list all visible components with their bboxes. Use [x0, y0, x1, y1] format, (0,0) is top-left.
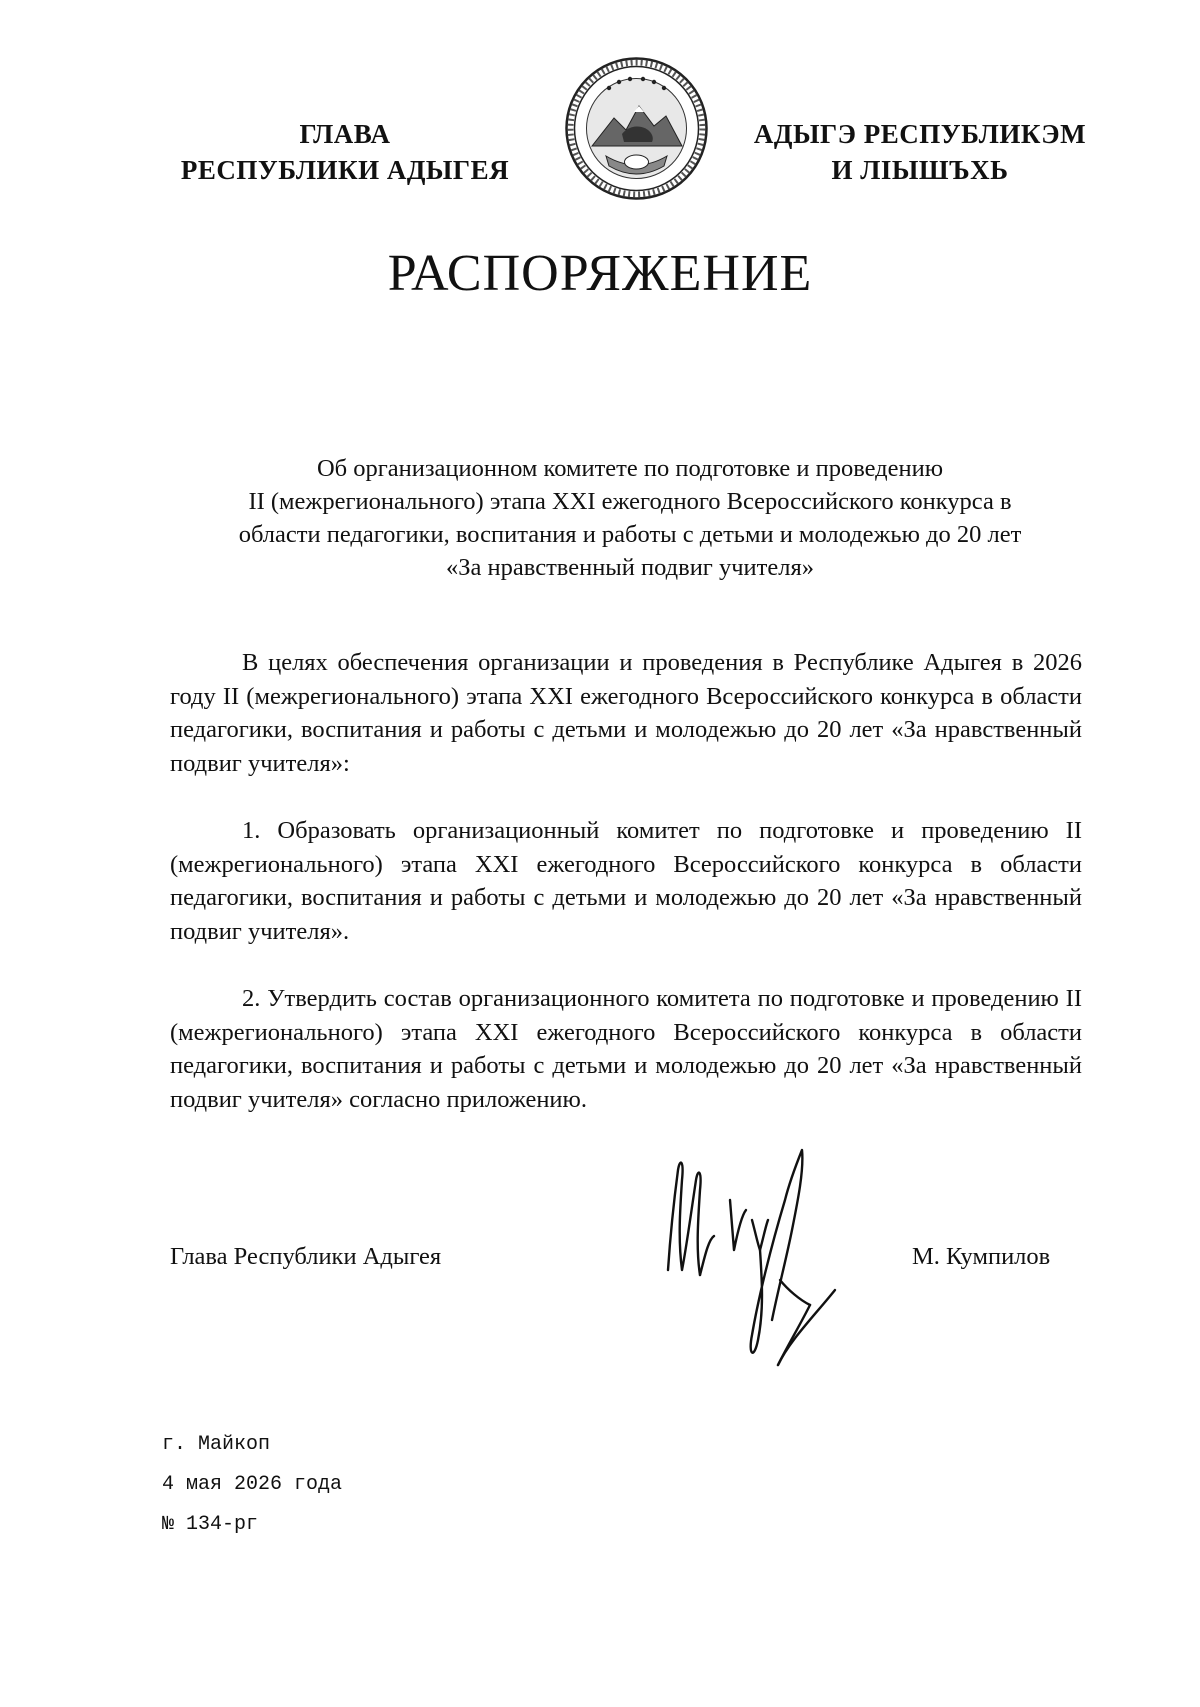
document-footer — [162, 1425, 342, 1545]
republic-emblem-seal-icon — [564, 56, 709, 201]
header-left-line1: ГЛАВА — [299, 119, 391, 149]
header-right-line1: АДЫГЭ РЕСПУБЛИКЭМ — [753, 119, 1087, 149]
document-body — [170, 646, 1082, 1150]
subject-line: Об организационном комитете по подготовке и проведению — [316, 455, 944, 482]
footer-number: № 134-рг — [162, 1513, 259, 1536]
subject-line: II (межрегионального) этапа XXI ежегодного Всероссийского конкурса в — [248, 488, 1012, 515]
footer-city: г. Майкоп — [162, 1433, 271, 1456]
body-item-2: 2. Утвердить состав организационного комитета по подготовке и проведению II (межрегионального) этапа XXI ежегодного Всероссийского конкурса в области педагогики, воспитания и работы с детьми и молодежью до 20 лет «За нравственный подвиг учителя» согласно приложению. — [170, 985, 1082, 1113]
header-right-block — [735, 116, 1105, 188]
header-right-line2: И ЛІЫШЪХЬ — [831, 155, 1009, 185]
signatory-name: М. Кумпилов — [912, 1243, 1051, 1270]
subject-line: «За нравственный подвиг учителя» — [446, 554, 814, 581]
document-subject — [170, 452, 1090, 584]
subject-line: области педагогики, воспитания и работы с детьми и молодежью до 20 лет — [238, 521, 1022, 548]
signatory-title: Глава Республики Адыгея — [170, 1243, 442, 1270]
header-left-line2: РЕСПУБЛИКИ АДЫГЕЯ — [180, 155, 510, 185]
body-item-1: 1. Образовать организационный комитет по подготовке и проведению II (межрегионального) этапа XXI ежегодного Всероссийского конкурса в области педагогики, воспитания и работы с детьми и молодежью до 20 лет «За нравственный подвиг учителя». — [170, 817, 1082, 945]
body-intro-paragraph: В целях обеспечения организации и проведения в Республике Адыгея в 2026 году II (межрегионального) этапа XXI ежегодного Всероссийского конкурса в области педагогики, воспитания и работы с детьми и молодежью до 20 лет «За нравственный подвиг учителя»: — [170, 649, 1082, 777]
document-type-title: РАСПОРЯЖЕНИЕ — [387, 245, 813, 302]
handwritten-signature-icon — [660, 1140, 880, 1380]
header-left-block — [170, 116, 520, 188]
footer-date: 4 мая 2026 года — [162, 1473, 343, 1496]
